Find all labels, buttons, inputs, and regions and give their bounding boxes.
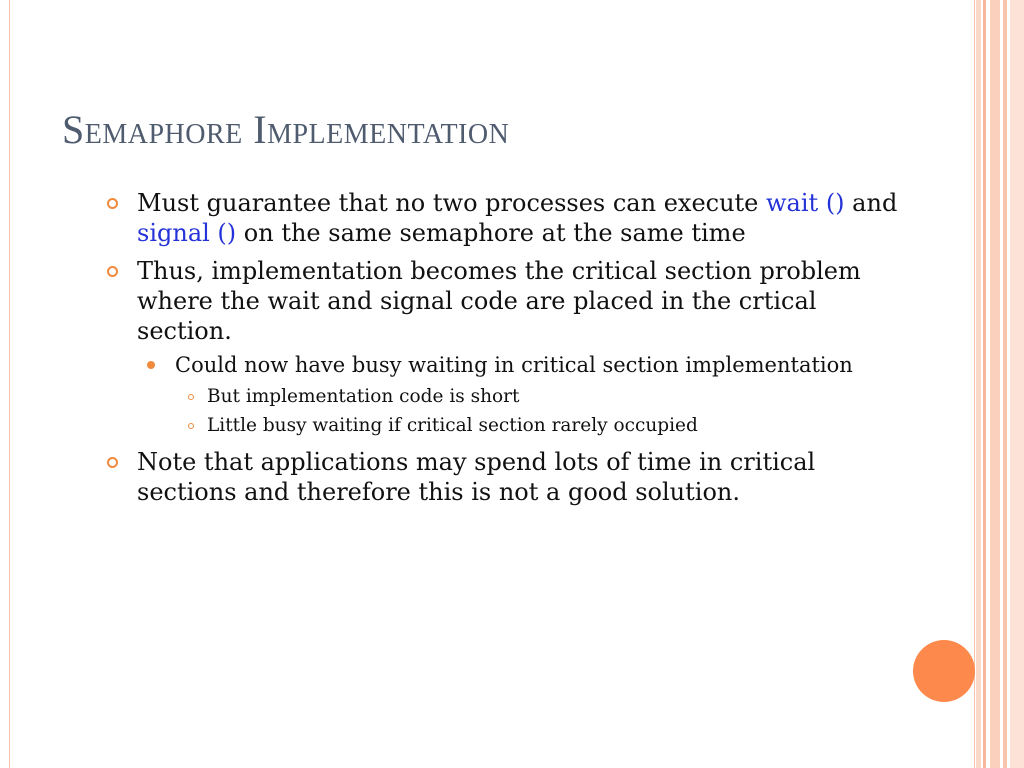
bullet-text: and: [844, 189, 898, 217]
decor-stripe: [976, 0, 981, 768]
decor-stripe: [990, 0, 1000, 768]
sub-sub-bullet-item: [185, 384, 905, 410]
decor-stripe: [1003, 0, 1007, 768]
bullet-item: [105, 447, 905, 507]
bullet-text: Must guarantee that no two processes can execute: [137, 189, 767, 217]
code-term-wait: wait (): [766, 189, 845, 217]
decor-stripe: [1010, 0, 1024, 768]
sub-bullet-item: [145, 352, 905, 378]
bullet-text: Note that applications may spend lots of time in critical sections and therefore this is not a good solution.: [137, 448, 816, 506]
decor-stripe: [983, 0, 986, 768]
sub-sub-bullet-item: [185, 413, 905, 439]
bullet-item: [105, 256, 905, 346]
code-term-signal: signal (): [137, 219, 237, 247]
ring-bullet-icon: [107, 457, 118, 468]
bullet-item: [105, 188, 905, 248]
sub-sub-bullet-text: Little busy waiting if critical section rarely occupied: [207, 415, 698, 436]
bullet-text: on the same semaphore at the same time: [236, 219, 746, 247]
small-ring-bullet-icon: [188, 394, 194, 400]
bullet-list: [105, 188, 905, 515]
slide-title: Semaphore Implementation: [62, 107, 510, 152]
ring-bullet-icon: [107, 198, 118, 209]
sub-bullet-text: Could now have busy waiting in critical section implementation: [175, 353, 853, 377]
bullet-text: Thus, implementation becomes the critical section problem where the wait and signal code are placed in the crtical section.: [137, 257, 861, 345]
accent-circle-icon: [913, 640, 975, 702]
ring-bullet-icon: [107, 266, 118, 277]
dot-bullet-icon: [147, 361, 155, 369]
sub-sub-bullet-text: But implementation code is short: [207, 386, 520, 407]
small-ring-bullet-icon: [188, 423, 194, 429]
